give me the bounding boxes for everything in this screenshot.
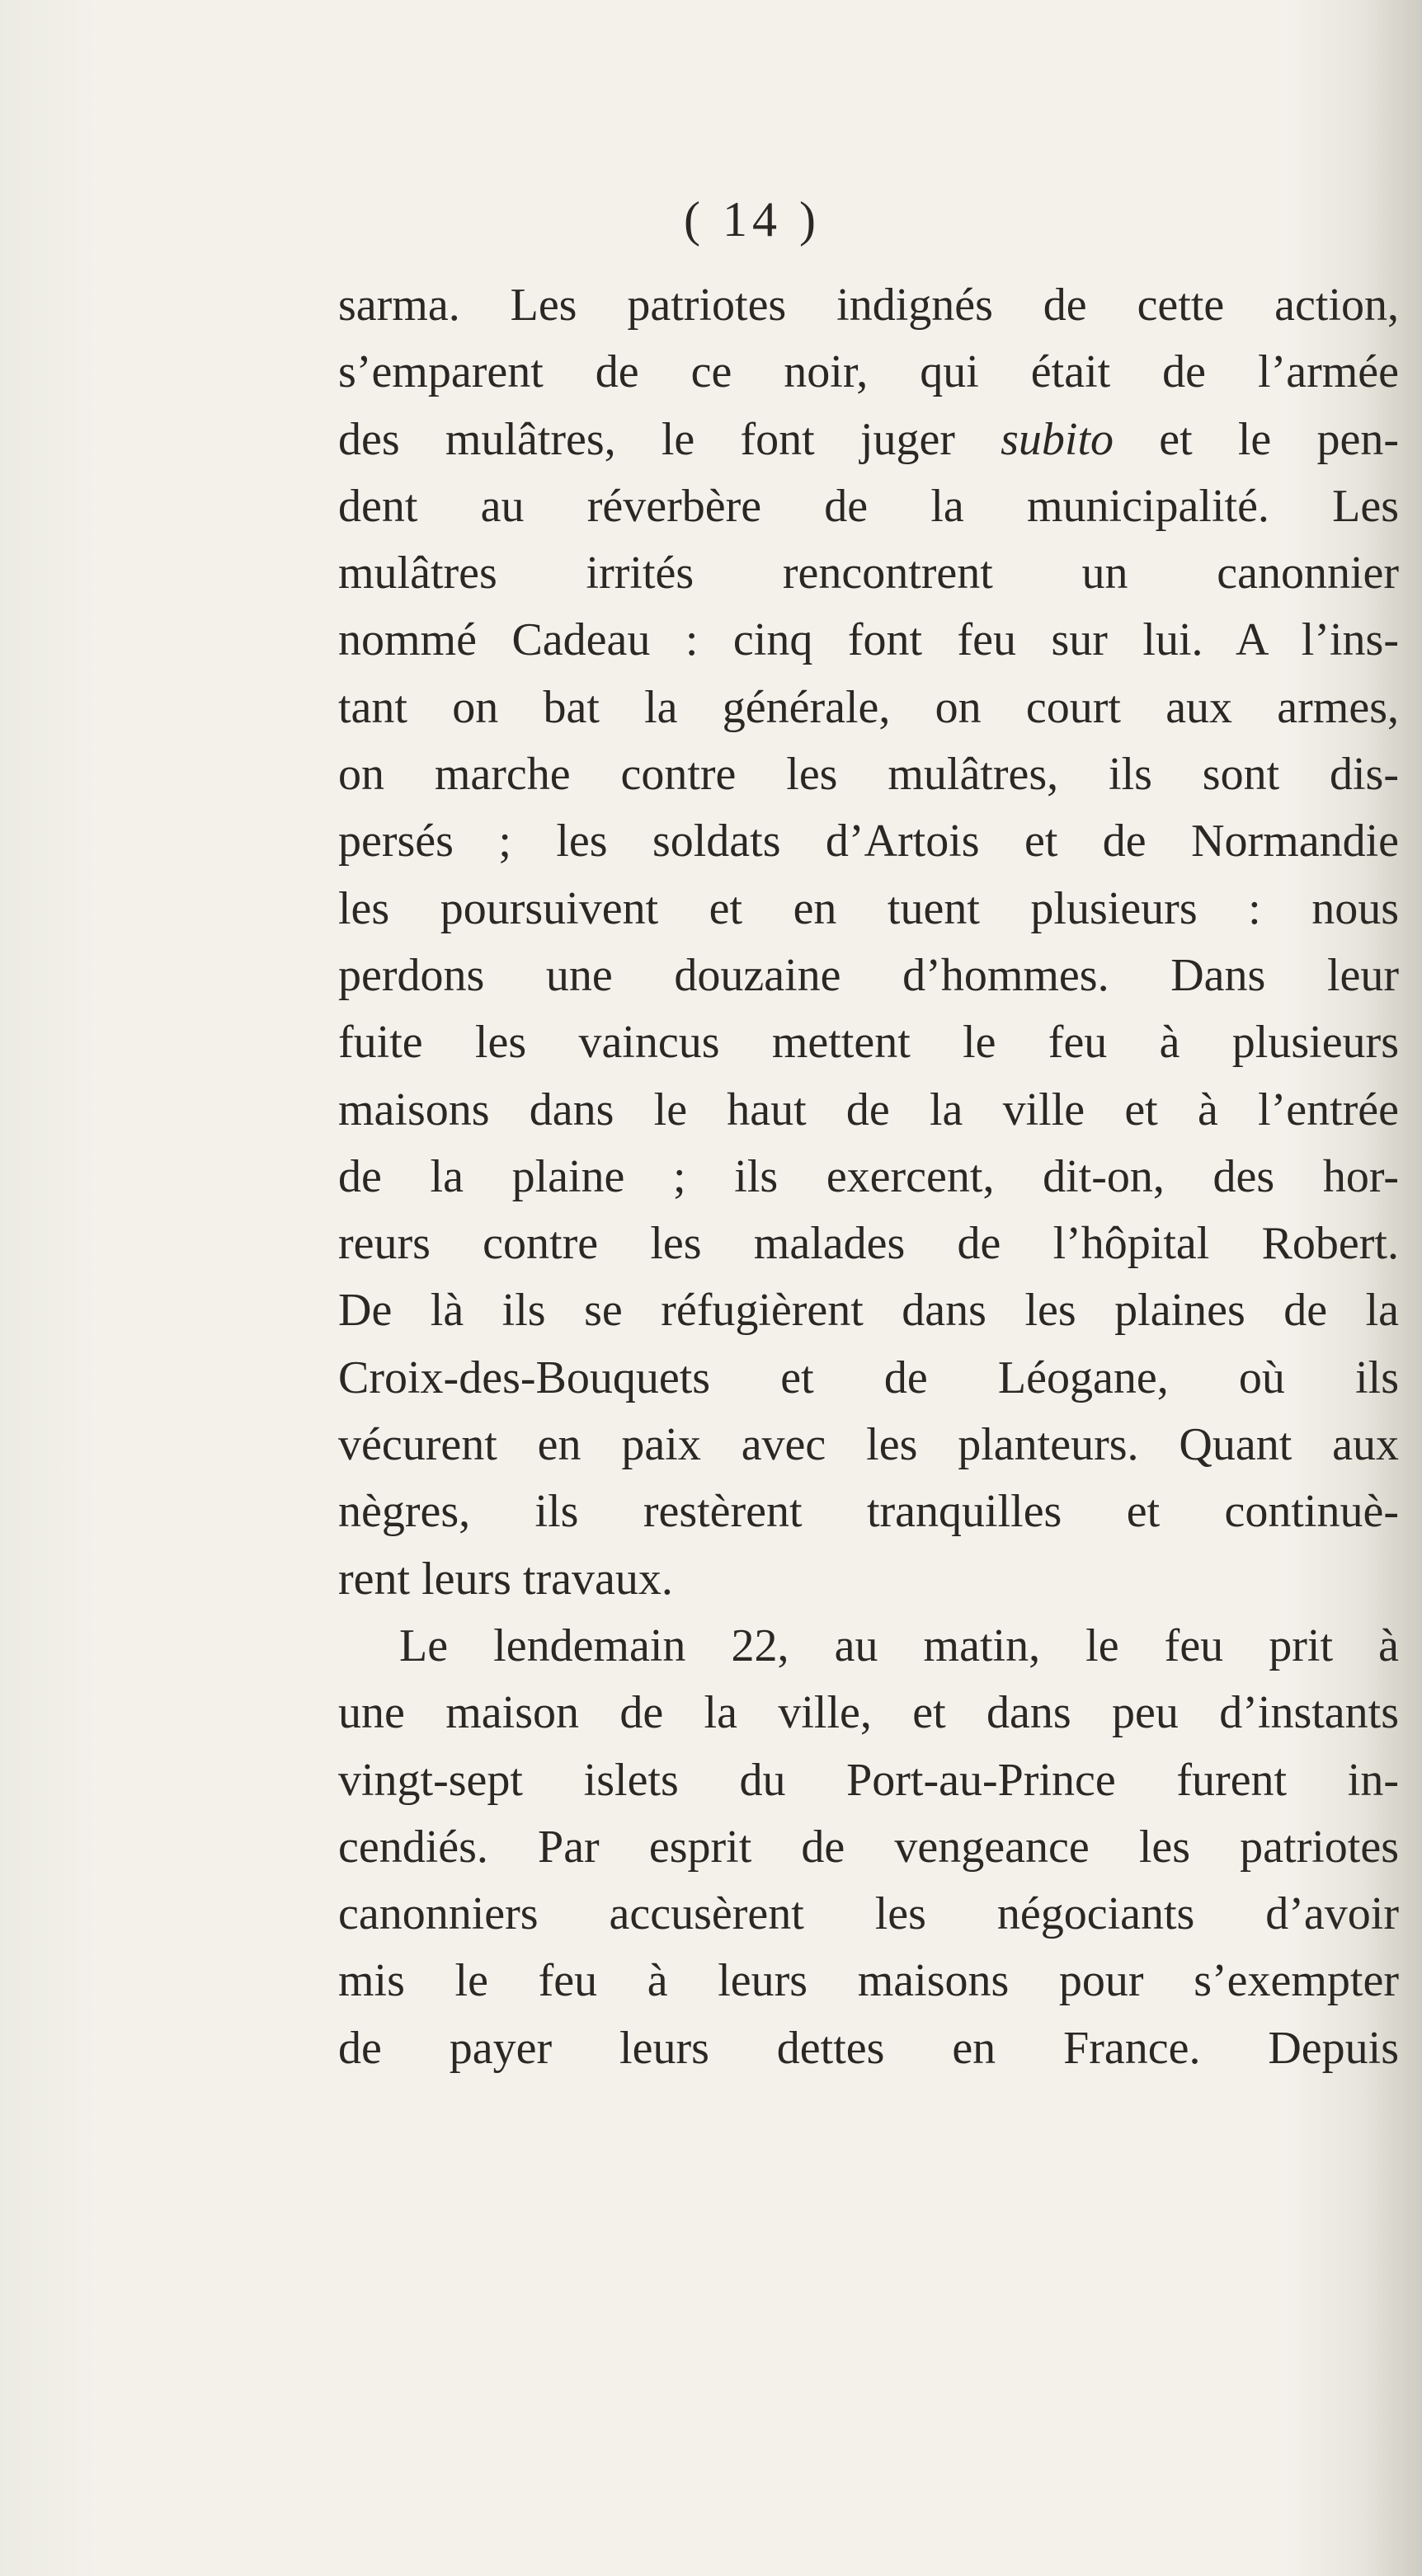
- text-line: dent au réverbère de la municipalité. Les: [338, 480, 1399, 532]
- text-line: [338, 407, 1399, 473]
- text-line: cendiés. Par esprit de vengeance les patriotes: [338, 1821, 1399, 1873]
- text-line: de payer leurs dettes en France. Depuis: [338, 2022, 1399, 2074]
- text-line: vécurent en paix avec les planteurs. Quant aux: [338, 1419, 1399, 1471]
- text-line: de la plaine ; ils exercent, dit-on, des hor-: [338, 1150, 1399, 1202]
- text-line: mulâtres irrités rencontrent un canonnier: [338, 548, 1399, 599]
- text-line: rent leurs travaux.: [338, 1553, 673, 1605]
- text-line: mis le feu à leurs maisons pour s’exempter: [338, 1955, 1399, 2007]
- text-line: une maison de la ville, et dans peu d’instants: [338, 1687, 1399, 1739]
- text-line: perdons une douzaine d’hommes. Dans leur: [338, 949, 1399, 1001]
- paragraph: [338, 272, 1399, 1613]
- paragraph: [338, 1613, 1399, 2082]
- text-line: persés ; les soldats d’Artois et de Normandie: [338, 816, 1399, 867]
- text-line: s’emparent de ce noir, qui était de l’armée: [338, 346, 1399, 398]
- text-line: nommé Cadeau : cinq font feu sur lui. A l’ins-: [338, 614, 1399, 666]
- text-line: nègres, ils restèrent tranquilles et continuè-: [338, 1486, 1399, 1538]
- text-line: maisons dans le haut de la ville et à l’entrée: [338, 1084, 1399, 1135]
- text-line: De là ils se réfugièrent dans les plaines de la: [338, 1285, 1399, 1337]
- text-line: reurs contre les malades de l’hôpital Robert.: [338, 1218, 1399, 1270]
- body-text: [338, 272, 1399, 2082]
- page-number: ( 14 ): [684, 192, 821, 247]
- text-line: Le lendemain 22, au matin, le feu prit à: [399, 1619, 1399, 1671]
- text-line: on marche contre les mulâtres, ils sont dis-: [338, 749, 1399, 801]
- text-line: vingt-sept islets du Port-au-Prince furent in-: [338, 1754, 1399, 1806]
- text-line: les poursuivent et en tuent plusieurs : nous: [338, 882, 1399, 934]
- text-line: canonniers accusèrent les négociants d’avoir: [338, 1888, 1399, 1940]
- text-run: et le pen-: [1114, 413, 1399, 465]
- text-run: des mulâtres, le font juger: [338, 413, 1001, 465]
- text-line: tant on bat la générale, on court aux armes,: [338, 681, 1399, 733]
- text-line: Croix-des-Bouquets et de Léogane, où ils: [338, 1351, 1399, 1403]
- text-line: sarma. Les patriotes indignés de cette action,: [338, 280, 1399, 331]
- italic-term: subito: [1001, 413, 1114, 465]
- text-line: fuite les vaincus mettent le feu à plusieurs: [338, 1017, 1399, 1069]
